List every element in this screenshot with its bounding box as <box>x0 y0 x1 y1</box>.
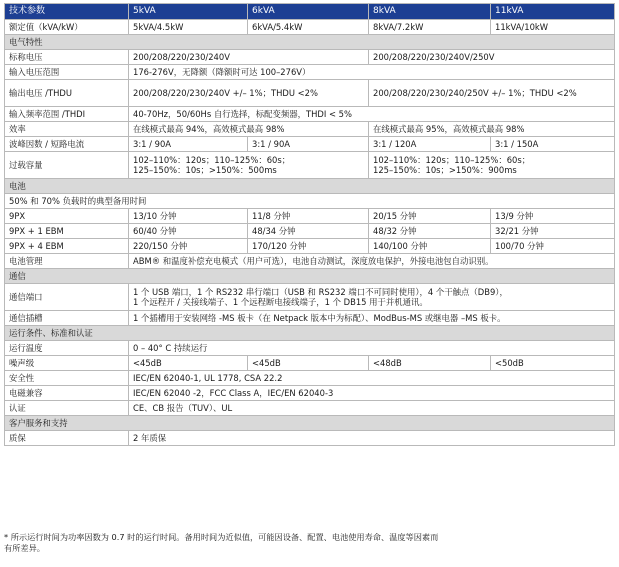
cell: CE、CB 报告（TUV）、UL <box>129 401 615 416</box>
overload-line: 125–150%：10s；>150%：900ms <box>373 165 517 175</box>
cell: 11/8 分钟 <box>248 209 369 224</box>
row-label: 通信端口 <box>5 284 129 311</box>
cell: 5kVA/4.5kW <box>129 20 248 35</box>
cell: 在线模式最高 94%，高效模式最高 98% <box>129 122 369 137</box>
cell: IEC/EN 62040 -2，FCC Class A，IEC/EN 62040-3 <box>129 386 615 401</box>
table-row <box>5 152 615 179</box>
row-label: 输出电压 /THDU <box>5 80 129 107</box>
row-label: 通信插槽 <box>5 311 129 326</box>
row-label: 运行温度 <box>5 341 129 356</box>
model-11kva: 11kVA <box>491 4 615 20</box>
cell: <45dB <box>129 356 248 371</box>
table-row <box>5 107 615 122</box>
table-row <box>5 356 615 371</box>
section-row-comms <box>5 269 615 284</box>
cell: 13/10 分钟 <box>129 209 248 224</box>
cell: <48dB <box>369 356 491 371</box>
table-row <box>5 194 615 209</box>
cell: 3:1 / 150A <box>491 137 615 152</box>
section-row-battery <box>5 179 615 194</box>
table-row <box>5 20 615 35</box>
cell: ABM® 和温度补偿充电模式（用户可选），电池自动测试，深度放电保护，外接电池包自动识别。 <box>129 254 615 269</box>
cell: 3:1 / 90A <box>248 137 369 152</box>
section-title: 通信 <box>5 269 615 284</box>
row-label: 波峰因数 / 短路电流 <box>5 137 129 152</box>
cell: 220/150 分钟 <box>129 239 248 254</box>
cell: 170/120 分钟 <box>248 239 369 254</box>
overload-line: 125–150%：10s；>150%：500ms <box>133 165 277 175</box>
table-row <box>5 431 615 446</box>
ports-line: 1 个 USB 端口，1 个 RS232 串行端口（USB 和 RS232 端口不可同时使用），4 个干触点（DB9）， <box>133 286 508 297</box>
table-row <box>5 65 615 80</box>
table-row <box>5 50 615 65</box>
cell: 2 年质保 <box>129 431 615 446</box>
cell: <45dB <box>248 356 369 371</box>
section-row-electrical <box>5 35 615 50</box>
header-label: 技术参数 <box>5 4 129 20</box>
section-row-service <box>5 416 615 431</box>
cell: IEC/EN 62040-1, UL 1778, CSA 22.2 <box>129 371 615 386</box>
row-label: 过载容量 <box>5 152 129 179</box>
table-row <box>5 284 615 311</box>
table-row <box>5 401 615 416</box>
table-row <box>5 311 615 326</box>
row-label: 标称电压 <box>5 50 129 65</box>
cell: 3:1 / 90A <box>129 137 248 152</box>
cell: 48/32 分钟 <box>369 224 491 239</box>
cell: 60/40 分钟 <box>129 224 248 239</box>
table-row <box>5 371 615 386</box>
row-label: 输入频率范围 /THDI <box>5 107 129 122</box>
cell: 32/21 分钟 <box>491 224 615 239</box>
table-row <box>5 341 615 356</box>
cell: 1 个插槽用于安装网络 -MS 板卡（在 Netpack 版本中为标配）、ModBus-MS 或继电器 –MS 板卡。 <box>129 311 615 326</box>
cell <box>129 284 615 311</box>
table-row <box>5 122 615 137</box>
row-label: 效率 <box>5 122 129 137</box>
cell <box>369 152 615 179</box>
table-row <box>5 80 615 107</box>
battery-subtitle: 50% 和 70% 负载时的典型备用时间 <box>5 194 615 209</box>
cell: 13/9 分钟 <box>491 209 615 224</box>
cell: 100/70 分钟 <box>491 239 615 254</box>
section-title: 电池 <box>5 179 615 194</box>
row-label: 电磁兼容 <box>5 386 129 401</box>
cell: 140/100 分钟 <box>369 239 491 254</box>
footnote-line: * 所示运行时间为功率因数为 0.7 时的运行时间。备用时间为近似值，可能因设备、配置、电池使用寿命、温度等因素而 <box>4 532 439 542</box>
row-label: 噪声级 <box>5 356 129 371</box>
cell: 200/208/220/230/240V <box>129 50 369 65</box>
cell: <50dB <box>491 356 615 371</box>
table-header-row <box>5 4 615 20</box>
overload-line: 102–110%：120s；110–125%：60s； <box>373 154 531 165</box>
row-label: 9PX + 4 EBM <box>5 239 129 254</box>
footnote-line: 有所差异。 <box>4 543 45 553</box>
cell: 在线模式最高 95%，高效模式最高 98% <box>369 122 615 137</box>
row-label: 安全性 <box>5 371 129 386</box>
cell: 200/208/220/230/240/250V +/– 1%；THDU <2% <box>369 80 615 107</box>
row-label: 电池管理 <box>5 254 129 269</box>
footnote <box>4 532 614 554</box>
cell: 8kVA/7.2kW <box>369 20 491 35</box>
cell: 200/208/220/230/240V +/– 1%；THDU <2% <box>129 80 369 107</box>
table-row <box>5 254 615 269</box>
overload-line: 102–110%：120s；110–125%：60s； <box>133 154 291 165</box>
table-row <box>5 209 615 224</box>
model-6kva: 6kVA <box>248 4 369 20</box>
row-label: 9PX + 1 EBM <box>5 224 129 239</box>
cell: 3:1 / 120A <box>369 137 491 152</box>
cell: 6kVA/5.4kW <box>248 20 369 35</box>
section-title: 电气特性 <box>5 35 615 50</box>
section-title: 客户服务和支持 <box>5 416 615 431</box>
row-label: 9PX <box>5 209 129 224</box>
cell: 0 – 40° C 持续运行 <box>129 341 615 356</box>
section-row-conditions <box>5 326 615 341</box>
cell: 176-276V，无降额（降额时可达 100–276V） <box>129 65 615 80</box>
row-label: 质保 <box>5 431 129 446</box>
table-row <box>5 386 615 401</box>
row-label: 输入电压范围 <box>5 65 129 80</box>
cell: 40-70Hz，50/60Hs 自行选择，标配变频器，THDI < 5% <box>129 107 615 122</box>
table-row <box>5 239 615 254</box>
row-label: 额定值（kVA/kW） <box>5 20 129 35</box>
ports-line: 1 个远程开 / 关接线端子、1 个远程断电接线端子，1 个 DB15 用于并机通讯。 <box>133 297 428 307</box>
section-title: 运行条件、标准和认证 <box>5 326 615 341</box>
cell: 11kVA/10kW <box>491 20 615 35</box>
model-5kva: 5kVA <box>129 4 248 20</box>
row-label: 认证 <box>5 401 129 416</box>
table-row <box>5 137 615 152</box>
cell: 48/34 分钟 <box>248 224 369 239</box>
model-8kva: 8kVA <box>369 4 491 20</box>
cell <box>129 152 369 179</box>
cell: 20/15 分钟 <box>369 209 491 224</box>
cell: 200/208/220/230/240V/250V <box>369 50 615 65</box>
table-row <box>5 224 615 239</box>
spec-table <box>4 3 615 446</box>
